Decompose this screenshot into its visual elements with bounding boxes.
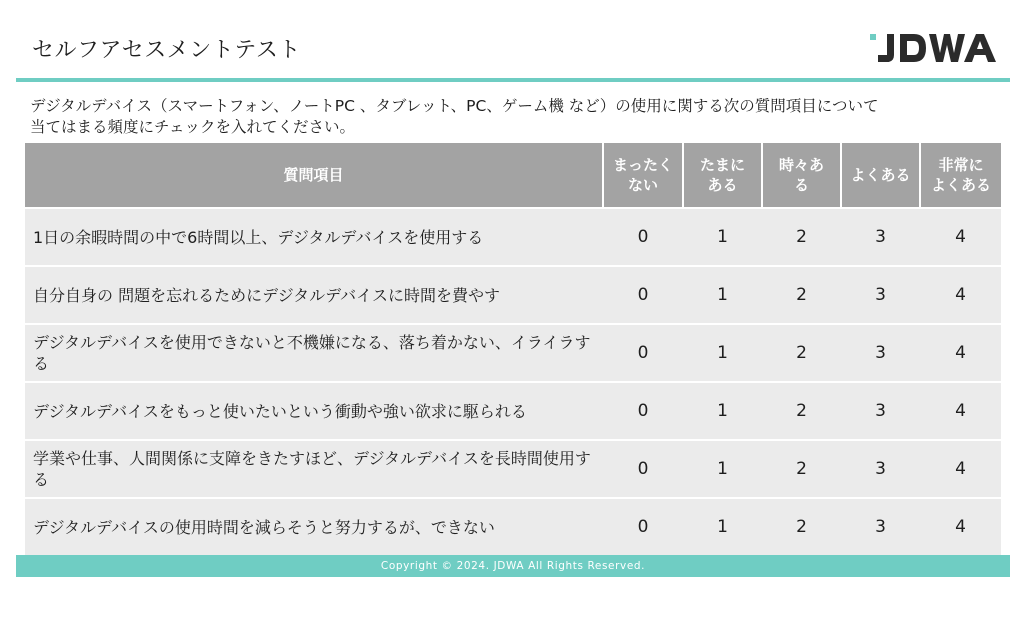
table-row [25, 498, 1001, 555]
question-text: デジタルデバイスの使用時間を減らそうと努力するが、できない [25, 498, 603, 555]
header-option-line: よくある [930, 176, 991, 194]
score-3-cell[interactable]: 3 [841, 440, 920, 498]
score-1-cell[interactable]: 1 [683, 208, 762, 266]
header-option-line: 時々あ [778, 156, 824, 174]
score-4-cell[interactable]: 4 [920, 324, 1001, 382]
table-row [25, 382, 1001, 440]
score-0-cell[interactable]: 0 [603, 498, 683, 555]
question-text: 1日の余暇時間の中で6時間以上、デジタルデバイスを使用する [25, 208, 603, 266]
score-3-cell[interactable]: 3 [841, 266, 920, 324]
header-option-0 [603, 143, 683, 208]
score-2-cell[interactable]: 2 [762, 266, 841, 324]
score-0-cell[interactable]: 0 [603, 266, 683, 324]
instructions-line-2: 当てはまる頻度にチェックを入れてください。 [30, 118, 356, 136]
header-option-4 [920, 143, 1001, 208]
header-option-3 [841, 143, 920, 208]
score-0-cell[interactable]: 0 [603, 324, 683, 382]
score-2-cell[interactable]: 2 [762, 440, 841, 498]
score-4-cell[interactable]: 4 [920, 382, 1001, 440]
jdwa-logo [870, 30, 1002, 66]
instructions-line-1: デジタルデバイス（スマートフォン、ノートPC 、タブレット、PC、ゲーム機 など）の使用に関する次の質問項目について [30, 97, 879, 115]
assessment-table [25, 143, 1001, 555]
score-3-cell[interactable]: 3 [841, 382, 920, 440]
header-option-line: たまに [699, 156, 745, 174]
score-1-cell[interactable]: 1 [683, 266, 762, 324]
score-2-cell[interactable]: 2 [762, 208, 841, 266]
table-header-row [25, 143, 1001, 208]
page-title: セルフアセスメントテスト [32, 38, 301, 63]
table-row [25, 266, 1001, 324]
score-3-cell[interactable]: 3 [841, 498, 920, 555]
table-row [25, 208, 1001, 266]
header-question-item: 質問項目 [25, 143, 603, 208]
score-1-cell[interactable]: 1 [683, 382, 762, 440]
score-2-cell[interactable]: 2 [762, 498, 841, 555]
header-option-line: よくある [850, 166, 911, 184]
table-row [25, 440, 1001, 498]
header-option-line: まったく [612, 156, 673, 174]
score-3-cell[interactable]: 3 [841, 324, 920, 382]
score-1-cell[interactable]: 1 [683, 324, 762, 382]
score-1-cell[interactable]: 1 [683, 498, 762, 555]
question-text: デジタルデバイスをもっと使いたいという衝動や強い欲求に駆られる [25, 382, 603, 440]
logo-graphic [870, 31, 1002, 65]
score-3-cell[interactable]: 3 [841, 208, 920, 266]
table-row [25, 324, 1001, 382]
header-option-line: 非常に [938, 156, 984, 174]
score-0-cell[interactable]: 0 [603, 208, 683, 266]
score-2-cell[interactable]: 2 [762, 324, 841, 382]
score-4-cell[interactable]: 4 [920, 266, 1001, 324]
instructions [30, 96, 990, 138]
score-4-cell[interactable]: 4 [920, 208, 1001, 266]
header-option-line: ある [707, 176, 738, 194]
question-text: デジタルデバイスを使用できないと不機嫌になる、落ち着かない、イライラする [25, 324, 603, 382]
score-0-cell[interactable]: 0 [603, 440, 683, 498]
question-text: 学業や仕事、人間関係に支障をきたすほど、デジタルデバイスを長時間使用する [25, 440, 603, 498]
title-divider [16, 78, 1010, 82]
score-1-cell[interactable]: 1 [683, 440, 762, 498]
score-0-cell[interactable]: 0 [603, 382, 683, 440]
header-option-2 [762, 143, 841, 208]
score-4-cell[interactable]: 4 [920, 498, 1001, 555]
score-2-cell[interactable]: 2 [762, 382, 841, 440]
header-option-line: る [793, 176, 809, 194]
copyright-footer: Copyright © 2024. JDWA All Rights Reserved. [16, 555, 1010, 577]
question-text: 自分自身の 問題を忘れるためにデジタルデバイスに時間を費やす [25, 266, 603, 324]
header-option-line: ない [627, 176, 658, 194]
header-option-1 [683, 143, 762, 208]
score-4-cell[interactable]: 4 [920, 440, 1001, 498]
